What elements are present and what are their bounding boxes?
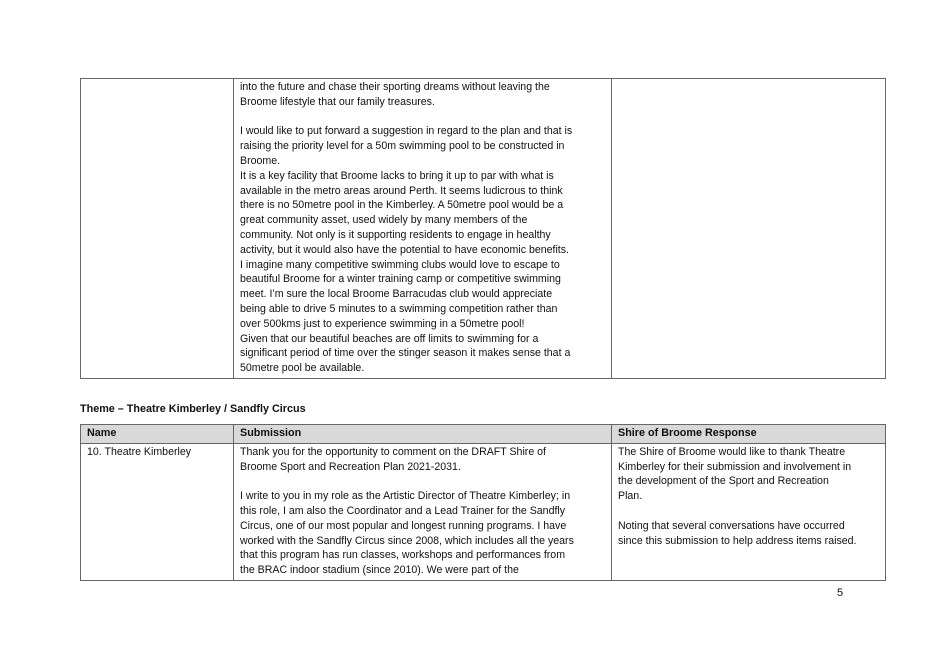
submission-line: being able to drive 5 minutes to a swimming competition rather than: [240, 302, 558, 315]
submission-line: this role, I am also the Coordinator and a Lead Trainer for the Sandfly: [240, 504, 566, 517]
submission-line: raising the priority level for a 50m swimming pool to be constructed in: [240, 140, 565, 153]
header-response: Shire of Broome Response: [612, 425, 886, 444]
name-cell: [81, 79, 234, 379]
submission-line: significant period of time over the stinger season it makes sense that a: [240, 347, 571, 360]
submission-line: worked with the Sandfly Circus since 2008, which includes all the years: [240, 534, 574, 547]
header-submission: Submission: [234, 425, 612, 444]
response-line: the development of the Sport and Recreation: [618, 475, 829, 488]
submission-line: over 500kms just to experience swimming in a 50metre pool!: [240, 317, 525, 330]
continued-submission-table: [80, 78, 886, 379]
submission-line: meet. I’m sure the local Broome Barracudas club would appreciate: [240, 288, 553, 301]
header-name: Name: [81, 425, 234, 444]
name-cell: [81, 443, 234, 580]
submission-line: I imagine many competitive swimming clubs would love to escape to: [240, 258, 560, 271]
paragraph-gap: [240, 474, 605, 489]
submission-line: Thank you for the opportunity to comment on the DRAFT Shire of: [240, 445, 546, 458]
submission-line: community. Not only is it supporting residents to engage in healthy: [240, 228, 551, 241]
submission-line: I write to you in my role as the Artistic Director of Theatre Kimberley; in: [240, 490, 571, 503]
submission-cell: [234, 443, 612, 580]
table-row: [81, 443, 886, 580]
submission-line: beautiful Broome for a winter training camp or competitive swimming: [240, 273, 561, 286]
response-cell: [612, 79, 886, 379]
paragraph-gap: [240, 110, 605, 125]
submitter-name: 10. Theatre Kimberley: [87, 445, 192, 458]
submission-line: there is no 50metre pool in the Kimberley. A 50metre pool would be a: [240, 199, 564, 212]
response-line: Plan.: [618, 490, 643, 503]
submission-line: that this program has run classes, workshops and performances from: [240, 549, 566, 562]
response-line: since this submission to help address items raised.: [618, 534, 857, 547]
submission-line: into the future and chase their sporting dreams without leaving the: [240, 81, 550, 93]
submission-line: Broome.: [240, 154, 281, 167]
submission-line: activity, but it would also have the potential to have economic benefits.: [240, 243, 569, 256]
theatre-submission-table: [80, 424, 886, 581]
submission-line: Given that our beautiful beaches are off limits to swimming for a: [240, 332, 539, 345]
theme-heading: Theme – Theatre Kimberley / Sandfly Circus: [80, 403, 306, 415]
table-row: [81, 79, 886, 379]
page-number: 5: [837, 587, 844, 599]
submission-line: available in the metro areas around Perth. It seems ludicrous to think: [240, 184, 563, 197]
submission-line: Broome lifestyle that our family treasures.: [240, 95, 435, 108]
submission-line: the BRAC indoor stadium (since 2010). We were part of the: [240, 564, 519, 577]
table-header-row: [81, 425, 886, 444]
submission-line: 50metre pool be available.: [240, 362, 365, 375]
submission-line: I would like to put forward a suggestion in regard to the plan and that is: [240, 125, 573, 138]
response-cell: [612, 443, 886, 580]
submission-cell: [234, 79, 612, 379]
submission-line: great community asset, used widely by many members of the: [240, 214, 528, 227]
response-line: Kimberley for their submission and involvement in: [618, 460, 852, 473]
response-line: The Shire of Broome would like to thank Theatre: [618, 445, 846, 458]
submission-line: It is a key facility that Broome lacks to bring it up to par with what is: [240, 169, 554, 182]
paragraph-gap: [618, 504, 879, 519]
submission-line: Broome Sport and Recreation Plan 2021-2031.: [240, 460, 461, 473]
response-line: Noting that several conversations have occurred: [618, 519, 845, 532]
submission-line: Circus, one of our most popular and longest running programs. I have: [240, 519, 567, 532]
